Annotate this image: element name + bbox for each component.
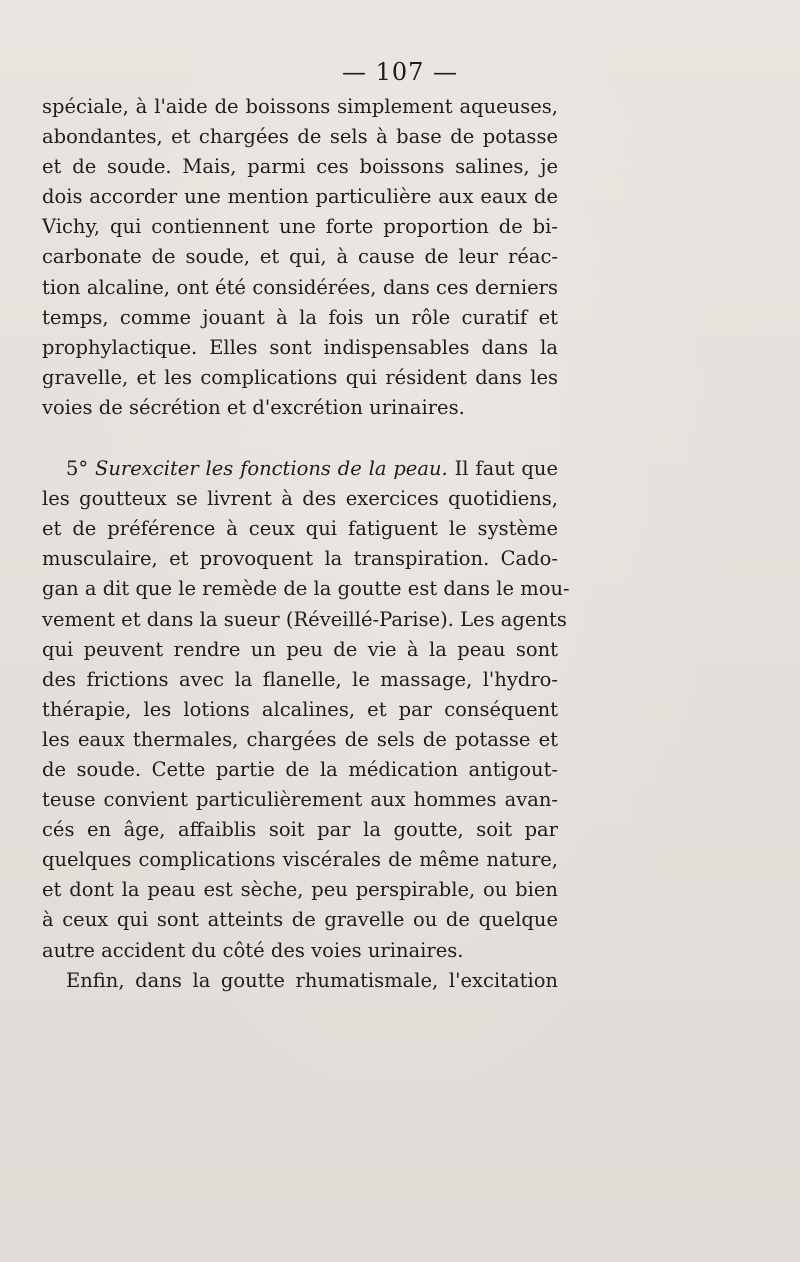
text-line: les goutteux se livrent à des exercices quotidiens, xyxy=(42,487,558,511)
text-line: Enfin, dans la goutte rhumatismale, l'excitation xyxy=(66,968,558,992)
paragraph-gap xyxy=(42,423,558,454)
section-heading: Surexciter les fonctions de la peau. xyxy=(95,457,448,481)
text-line: et de soude. Mais, parmi ces boissons salines, je xyxy=(42,155,558,179)
section-number: 5° xyxy=(66,457,89,481)
paragraph-rheumatic-gout xyxy=(42,966,558,996)
paragraph-skin-functions xyxy=(42,454,570,966)
text-line: les eaux thermales, chargées de sels de potasse et xyxy=(42,727,558,751)
text-line: Vichy, qui contiennent une forte proportion de bi- xyxy=(42,215,558,239)
text-line: gan a dit que le remède de la goutte est dans le mou- xyxy=(42,577,570,601)
text-line: temps, comme jouant à la fois un rôle curatif et xyxy=(42,305,558,329)
text-line: quelques complications viscérales de même nature, xyxy=(42,848,558,872)
page-text xyxy=(42,92,570,996)
section-heading-line xyxy=(42,454,558,484)
text-line: abondantes, et chargées de sels à base de potasse xyxy=(42,125,558,149)
text-line: dois accorder une mention particulière aux eaux de xyxy=(42,185,558,209)
text-line: gravelle, et les complications qui résident dans les xyxy=(42,365,558,389)
paragraph-vichy xyxy=(42,92,558,423)
text-line: de soude. Cette partie de la médication antigout- xyxy=(42,757,558,781)
text-fragment: Il faut que xyxy=(454,457,559,481)
text-line: thérapie, les lotions alcalines, et par conséquent xyxy=(42,697,558,721)
text-line: et de préférence à ceux qui fatiguent le système xyxy=(42,517,558,541)
text-line: cés en âge, affaiblis soit par la goutte, soit par xyxy=(42,818,558,842)
text-line: musculaire, et provoquent la transpiration. Cado- xyxy=(42,547,558,571)
text-line: vement et dans la sueur (Réveillé-Parise). Les agents xyxy=(42,607,567,631)
text-line: prophylactique. Elles sont indispensables dans la xyxy=(42,335,558,359)
text-line: et dont la peau est sèche, peu perspirable, ou bien xyxy=(42,878,558,902)
text-line: spéciale, à l'aide de boissons simplement aqueuses, xyxy=(42,95,558,118)
text-line: voies de sécrétion et d'excrétion urinaires. xyxy=(42,395,465,419)
text-line: tion alcaline, ont été considérées, dans ces derniers xyxy=(42,275,558,299)
page-number: — 107 — xyxy=(341,58,459,86)
text-line: autre accident du côté des voies urinaires. xyxy=(42,938,464,962)
text-line: des frictions avec la flanelle, le massage, l'hydro- xyxy=(42,667,558,691)
text-line: teuse convient particulièrement aux hommes avan- xyxy=(42,788,558,812)
text-line: qui peuvent rendre un peu de vie à la peau sont xyxy=(42,637,558,661)
text-line: carbonate de soude, et qui, à cause de leur réac- xyxy=(42,245,558,269)
text-line: à ceux qui sont atteints de gravelle ou de quelque xyxy=(42,908,558,932)
